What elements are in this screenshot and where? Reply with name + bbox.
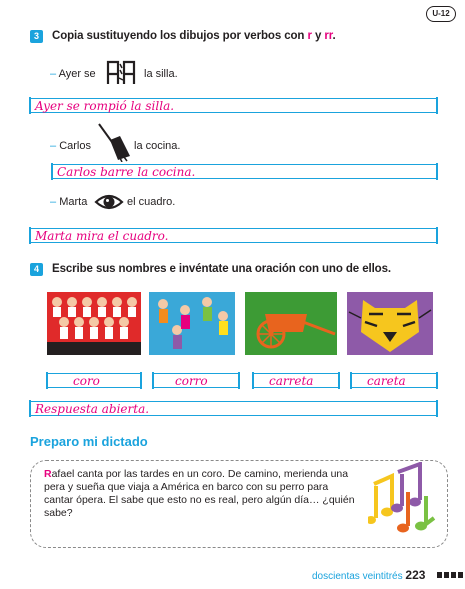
answer-line-2[interactable] [52, 164, 437, 179]
label-1-text: coro [73, 374, 100, 388]
instruction-text: Copia sustituyendo los dibujos por verbos con [52, 30, 308, 42]
sentence-1-after: la silla. [144, 68, 178, 80]
exercise-3-number: 3 [30, 30, 43, 43]
music-notes-icon [368, 462, 438, 538]
sentence-3-after: el cuadro. [127, 196, 176, 208]
sentence-2-before: Carlos [59, 140, 91, 152]
label-line-4[interactable] [351, 373, 437, 388]
letter-rr: rr [324, 30, 333, 42]
answer-line-3[interactable] [30, 228, 437, 243]
unit-tab: U-12 [426, 6, 456, 22]
answer-4-text: Respuesta abierta. [35, 402, 150, 416]
tiger-mask-icon [347, 292, 433, 355]
page-number: 223 [405, 568, 426, 582]
exercise-4-instruction: Escribe sus nombres e invéntate una oración con uno de ellos. [52, 263, 391, 275]
sentence-2-after: la cocina. [134, 140, 181, 152]
broom-icon [96, 122, 132, 162]
footer-stripe-decoration [437, 572, 465, 578]
cart-icon [245, 292, 337, 355]
letter-r: r [307, 30, 312, 42]
exercise-4-number: 4 [30, 263, 43, 276]
answer-line-1[interactable] [30, 98, 437, 113]
label-4-text: careta [367, 374, 406, 388]
dictado-text: Rafael canta por las tardes en un coro. De camino, merienda una pera y sueña que viaja a América en barco con su perro para cantar ópera. El sabe que esto no es real, pero algún día… ¿quién sabe? [44, 468, 355, 519]
label-line-2[interactable] [153, 373, 239, 388]
sentence-1-before: Ayer se [58, 68, 96, 80]
dictado-title: Preparo mi dictado [30, 434, 148, 449]
instruction-and: y [311, 30, 325, 42]
answer-2-text: Carlos barre la cocina. [57, 165, 196, 179]
sentence-2 [50, 140, 91, 152]
broken-chair-icon [104, 60, 138, 86]
sentence-3 [50, 196, 87, 208]
sentence-dash: – [50, 68, 57, 80]
exercise-3-instruction [52, 30, 336, 42]
answer-line-4[interactable] [30, 401, 437, 416]
answer-3-text: Marta mira el cuadro. [35, 229, 169, 243]
choir-icon [47, 292, 141, 355]
page-words: doscientas veintitrés [312, 571, 403, 582]
sentence-3-before: Marta [59, 196, 88, 208]
label-line-1[interactable] [47, 373, 141, 388]
running-people-icon [149, 292, 235, 355]
label-3-text: carreta [269, 374, 314, 388]
instruction-dot: . [332, 30, 336, 42]
sentence-1 [50, 68, 96, 80]
sentence-dash: – [50, 140, 57, 152]
label-line-3[interactable] [253, 373, 339, 388]
page-footer [312, 568, 425, 582]
label-2-text: corro [175, 374, 208, 388]
sentence-dash: – [50, 196, 57, 208]
answer-1-text: Ayer se rompió la silla. [35, 99, 175, 113]
eye-icon [94, 190, 124, 214]
